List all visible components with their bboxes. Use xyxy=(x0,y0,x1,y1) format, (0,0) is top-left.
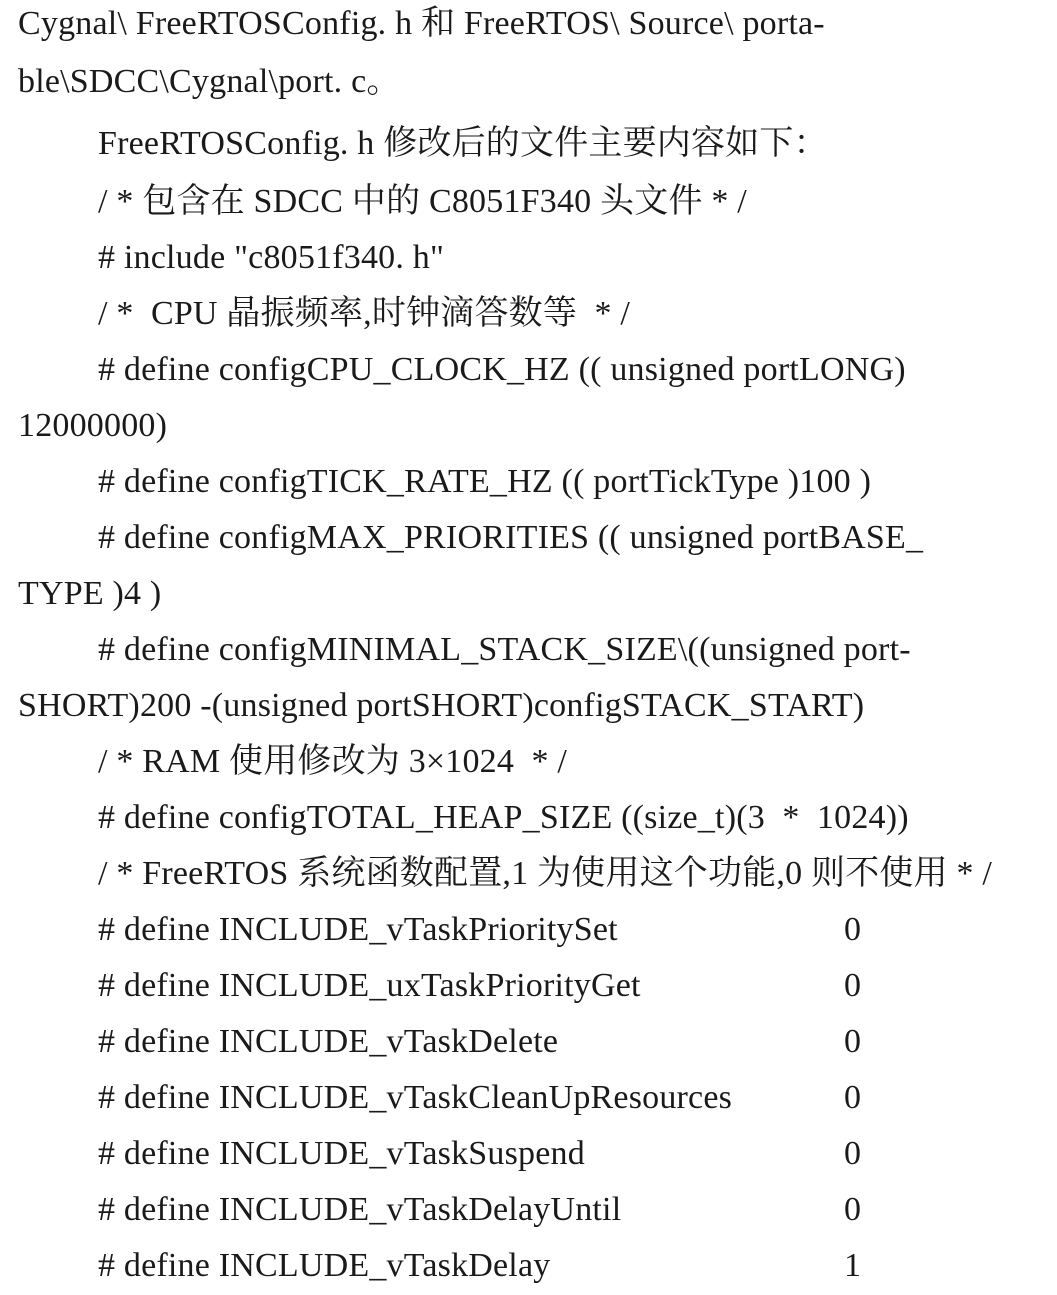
code-comment: / * FreeRTOS 系统函数配置,1 为使用这个功能,0 则不使用 * / xyxy=(98,855,993,892)
code-comment: / * RAM 使用修改为 3×1024 * / xyxy=(98,743,568,780)
code-comment: / * CPU 晶振频率,时钟滴答数等 * / xyxy=(98,295,631,332)
include-define: # define INCLUDE_vTaskDelete xyxy=(98,1023,559,1060)
text-line: Cygnal\ FreeRTOSConfig. h 和 FreeRTOS\ Source\ porta- xyxy=(18,5,825,42)
text-line: ble\SDCC\Cygnal\port. c。 xyxy=(18,63,401,100)
code-line: # define configTOTAL_HEAP_SIZE ((size_t)(3 * 1024)) xyxy=(98,799,909,836)
code-line: TYPE )4 ) xyxy=(18,575,162,612)
include-value: 0 xyxy=(844,967,861,1004)
include-value: 0 xyxy=(844,1191,861,1228)
include-define: # define INCLUDE_vTaskSuspend xyxy=(98,1135,585,1172)
include-define: # define INCLUDE_uxTaskPriorityGet xyxy=(98,967,641,1004)
code-comment: / * 包含在 SDCC 中的 C8051F340 头文件 * / xyxy=(98,183,747,220)
include-value: 0 xyxy=(844,911,861,948)
code-line: SHORT)200 -(unsigned portSHORT)configSTACK_START) xyxy=(18,687,865,724)
code-line: # define configMINIMAL_STACK_SIZE\((unsigned port- xyxy=(98,631,911,668)
include-value: 0 xyxy=(844,1079,861,1116)
code-line: # define configMAX_PRIORITIES (( unsigned portBASE_ xyxy=(98,519,924,556)
include-value: 1 xyxy=(844,1247,861,1284)
include-value: 0 xyxy=(844,1023,861,1060)
code-line: 12000000) xyxy=(18,407,168,444)
paragraph-line: FreeRTOSConfig. h 修改后的文件主要内容如下： xyxy=(98,125,828,162)
include-define: # define INCLUDE_vTaskPrioritySet xyxy=(98,911,618,948)
include-value: 0 xyxy=(844,1135,861,1172)
code-line: # include "c8051f340. h" xyxy=(98,239,445,276)
include-define: # define INCLUDE_vTaskDelay xyxy=(98,1247,551,1284)
include-define: # define INCLUDE_vTaskCleanUpResources xyxy=(98,1079,733,1116)
include-define: # define INCLUDE_vTaskDelayUntil xyxy=(98,1191,622,1228)
code-line: # define configCPU_CLOCK_HZ (( unsigned portLONG) xyxy=(98,351,906,388)
code-line: # define configTICK_RATE_HZ (( portTickType )100 ) xyxy=(98,463,872,500)
